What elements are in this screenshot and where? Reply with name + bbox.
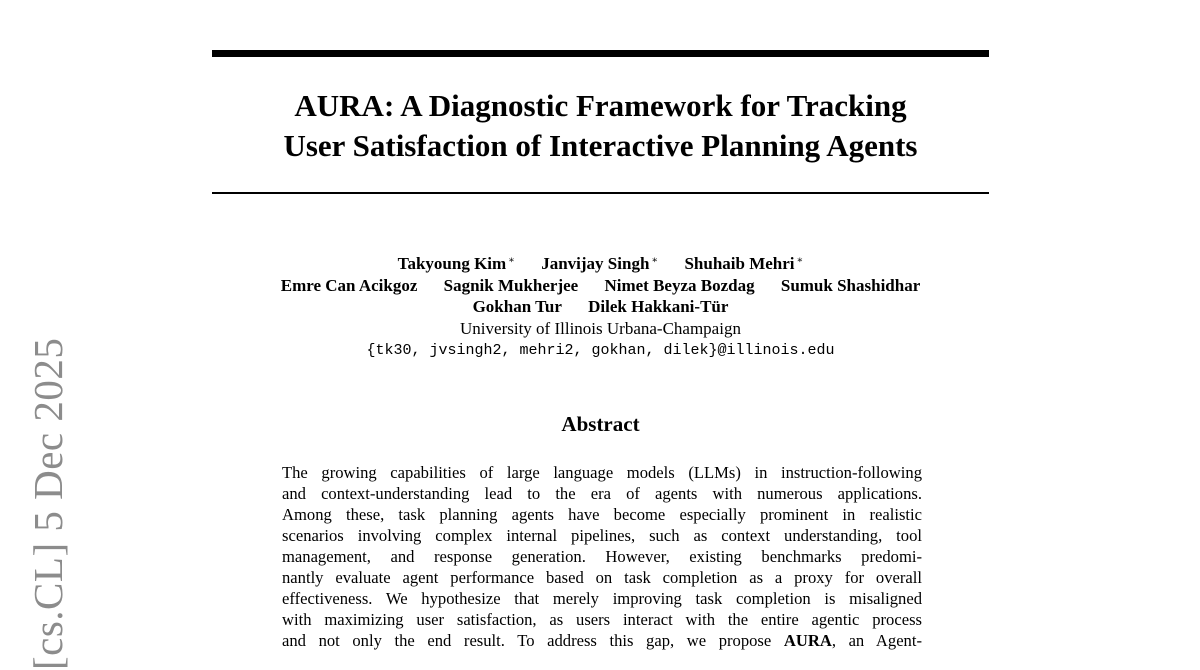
abstract-line: nantly evaluate agent performance based on task completion as a proxy for overall: [282, 568, 922, 587]
abstract-line: The growing capabilities of large language models (LLMs) in instruction-following: [282, 463, 922, 482]
author-line: [212, 296, 989, 318]
title-bottom-rule: [212, 192, 989, 194]
author: Shuhaib Mehri ∗: [684, 254, 804, 273]
author: Sumuk Shashidhar: [780, 275, 921, 295]
abstract-line: and not only the end result. To address this gap, we propose AURA, an Agent-: [282, 631, 922, 650]
abstract-line: Among these, task planning agents have become especially prominent in realistic: [282, 505, 922, 524]
author: Takyoung Kim ∗: [397, 254, 515, 273]
equal-contribution-mark: ∗: [508, 255, 515, 266]
paper-title: [212, 86, 989, 166]
author: Janvijay Singh ∗: [541, 254, 659, 273]
abstract-line: effectiveness. We hypothesize that merely improving task completion is misaligned: [282, 589, 922, 608]
title-top-rule: [212, 50, 989, 57]
affiliation: University of Illinois Urbana-Champaign: [460, 318, 741, 338]
author: Sagnik Mukherjee: [443, 275, 579, 295]
framework-name: AURA: [783, 631, 832, 650]
equal-contribution-mark: ∗: [796, 255, 804, 266]
author-emails: {tk30, jvsingh2, mehri2, gokhan, dilek}@illinois.edu: [366, 342, 835, 359]
author-line: [212, 250, 989, 275]
author: Emre Can Acikgoz: [280, 275, 418, 295]
author: Gokhan Tur: [472, 297, 562, 316]
abstract-body: [282, 462, 922, 651]
abstract-line: and context-understanding lead to the era of agents with numerous applications.: [282, 484, 922, 503]
title-line: User Satisfaction of Interactive Planning Agents: [283, 128, 918, 163]
abstract-heading: Abstract: [561, 412, 640, 436]
abstract-line: with maximizing user satisfaction, as users interact with the entire agentic process: [282, 610, 922, 629]
author: Nimet Beyza Bozdag: [604, 275, 755, 295]
arxiv-stamp: [cs.CL] 5 Dec 2025: [25, 337, 71, 670]
equal-contribution-mark: ∗: [651, 255, 659, 266]
author-block: [212, 250, 989, 362]
abstract-line: management, and response generation. However, existing benchmarks predomi-: [282, 547, 922, 566]
abstract-line: scenarios involving complex internal pipelines, such as context understanding, tool: [282, 526, 922, 545]
title-line: AURA: A Diagnostic Framework for Tracking: [294, 88, 907, 123]
author: Dilek Hakkani-Tür: [588, 297, 729, 316]
author-line: [212, 275, 989, 297]
